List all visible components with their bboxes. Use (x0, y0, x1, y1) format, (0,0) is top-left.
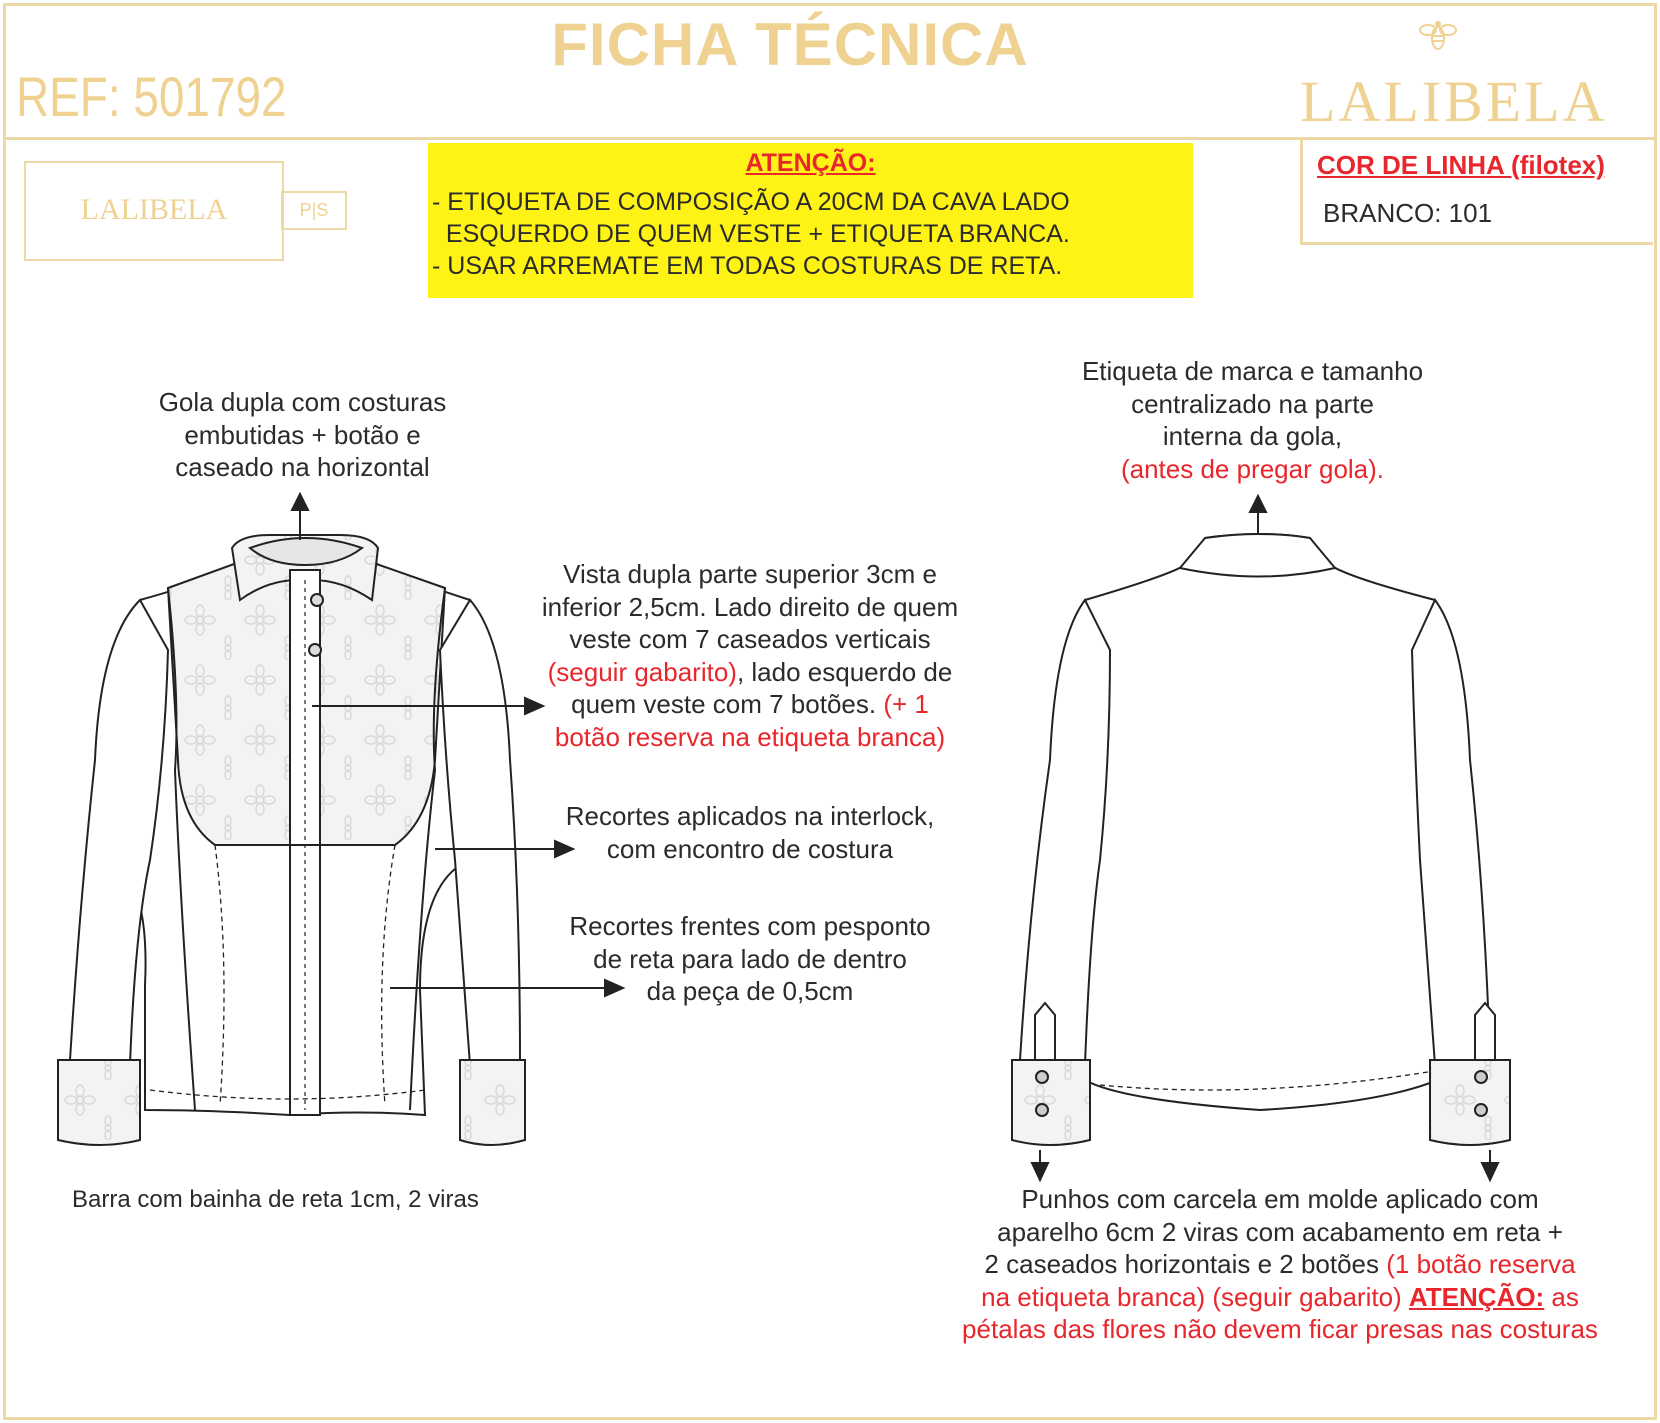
label-brand: LALIBELA (80, 193, 228, 226)
note-front-seams-line-2: de reta para lado de dentro (593, 943, 907, 974)
back-left-cuff (1012, 1060, 1090, 1145)
page-title: FICHA TÉCNICA (551, 11, 1029, 78)
thread-color-title: COR DE LINHA (filotex) (1317, 150, 1605, 180)
note-interlock-line-1: Recortes aplicados na interlock, (565, 801, 935, 831)
collar-arrow (292, 494, 308, 540)
attention-title: ATENÇÃO: (745, 149, 876, 177)
note-interlock (540, 800, 960, 865)
note-cuffs-red-3: as (1544, 1281, 1579, 1312)
note-placket-line-6: botão reserva na etiqueta branca) (554, 721, 946, 752)
note-back-label-line-2: centralizado na parte (1131, 388, 1374, 419)
note-cuffs-red-1: (1 botão reserva (1386, 1249, 1576, 1279)
back-left-cuff-button-2 (1036, 1104, 1048, 1116)
back-right-cuff (1430, 1060, 1510, 1145)
note-placket-line-5-text: quem veste com 7 botões. (571, 689, 884, 719)
front-right-cuff (460, 1060, 525, 1145)
note-placket-red-1: (seguir gabarito) (547, 656, 737, 687)
note-placket-red-2: (+ 1 (883, 689, 929, 719)
note-cuffs-line-3 (905, 1248, 1655, 1281)
note-back-label (1060, 355, 1445, 485)
back-right-cuff-placket (1475, 1003, 1495, 1060)
note-placket-line-4-text: , lado esquerdo de (736, 656, 953, 687)
note-cuffs-line-1: Punhos com carcela em molde aplicado com (1021, 1184, 1539, 1214)
note-placket-line-3: veste com 7 caseados verticais (569, 624, 931, 654)
note-front-seams (545, 910, 955, 1008)
note-collar (130, 386, 475, 484)
attention-line-3: - USAR ARREMATE EM TODAS COSTURAS DE RETA. (432, 252, 1063, 280)
back-shirt-drawing (1012, 534, 1510, 1145)
note-cuffs-line-3-text: 2 caseados horizontais e 2 botões (984, 1249, 1387, 1279)
note-placket (510, 558, 990, 753)
back-left-cuff-button-1 (1036, 1071, 1048, 1083)
reference-number: REF: 501792 (16, 65, 287, 128)
note-front-seams-line-3: da peça de 0,5cm (646, 976, 854, 1006)
note-placket-line-2: inferior 2,5cm. Lado direito de quem (541, 591, 959, 622)
back-right-cuff-button-1 (1475, 1071, 1487, 1083)
note-collar-line-1: Gola dupla com costuras (158, 387, 447, 417)
lace-yoke-right (320, 560, 445, 845)
note-front-seams-line-1: Recortes frentes com pesponto (569, 911, 931, 941)
brand-logo: LALIBELA (1300, 69, 1608, 134)
lace-yoke (168, 560, 290, 845)
attention-line-2: ESQUERDO DE QUEM VESTE + ETIQUETA BRANCA. (432, 220, 1070, 248)
note-collar-line-2: embutidas + botão e (184, 419, 421, 450)
note-cuffs-red-2: na etiqueta branca) (seguir gabarito) (981, 1281, 1409, 1312)
note-placket-line-1: Vista dupla parte superior 3cm e (563, 559, 937, 589)
note-cuffs-line-5: pétalas das flores não devem ficar presas nas costuras (962, 1314, 1598, 1344)
left-cuff-arrow (1032, 1150, 1048, 1180)
back-collar (1180, 534, 1335, 577)
note-cuffs-line-4 (905, 1281, 1655, 1314)
back-label-arrow (1250, 496, 1266, 535)
back-left-cuff-placket (1035, 1003, 1055, 1060)
attention-line-1: - ETIQUETA DE COMPOSIÇÃO A 20CM DA CAVA LADO (432, 188, 1070, 216)
label-size-tag: P|S (281, 191, 347, 230)
note-placket-line-4 (510, 656, 990, 689)
back-right-cuff-button-2 (1475, 1104, 1487, 1116)
note-back-label-line-1: Etiqueta de marca e tamanho (1081, 356, 1424, 386)
note-cuffs (905, 1183, 1655, 1346)
note-cuffs-attention: ATENÇÃO: (1408, 1281, 1545, 1312)
front-shirt-drawing (58, 535, 525, 1145)
front-button-1 (311, 594, 323, 606)
note-back-label-line-3: interna da gola, (1162, 421, 1343, 451)
note-placket-line-5 (510, 688, 990, 721)
right-cuff-arrow (1482, 1150, 1498, 1180)
front-button-2 (309, 644, 321, 656)
front-left-cuff (58, 1060, 140, 1145)
thread-color-value: BRANCO: 101 (1323, 198, 1493, 228)
note-interlock-line-2: com encontro de costura (606, 833, 894, 864)
note-collar-line-3: caseado na horizontal (175, 452, 430, 482)
note-cuffs-line-2: aparelho 6cm 2 viras com acabamento em reta + (997, 1216, 1563, 1247)
front-right-sleeve (440, 600, 520, 1065)
note-hem: Barra com bainha de reta 1cm, 2 viras (72, 1186, 479, 1213)
note-back-label-line-4: (antes de pregar gola). (1120, 453, 1385, 484)
